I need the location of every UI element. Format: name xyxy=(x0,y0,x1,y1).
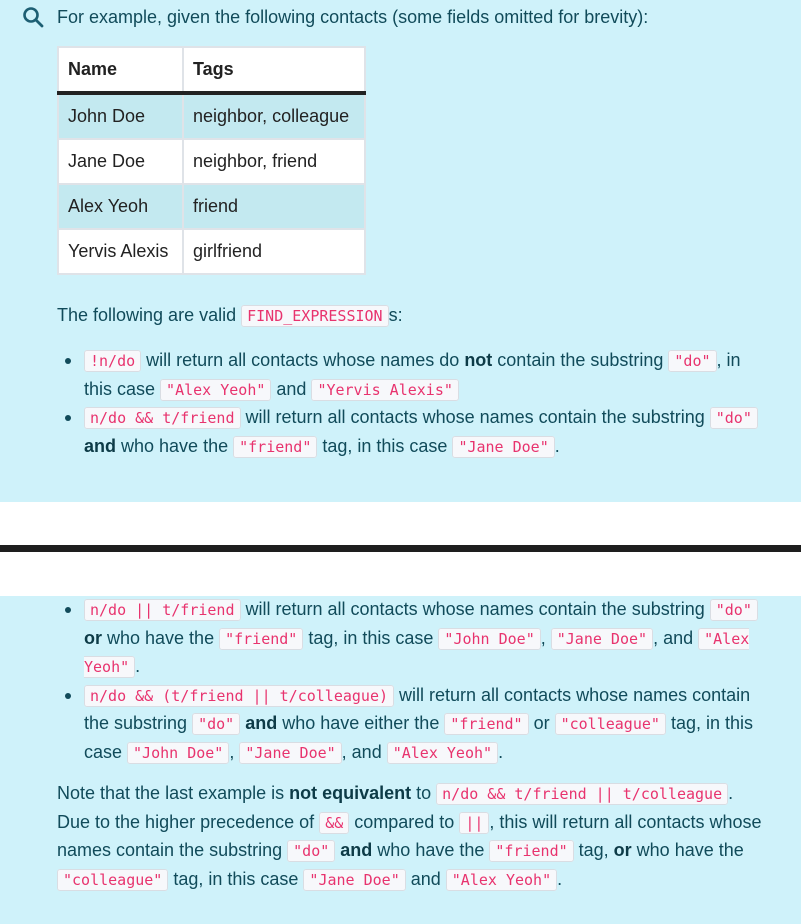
header-tags: Tags xyxy=(183,47,365,93)
text-segment: The following are valid xyxy=(57,305,242,325)
text-segment: . xyxy=(498,741,504,762)
cell-tags: girlfriend xyxy=(183,229,365,274)
code-snippet: "Alex Yeoh" xyxy=(160,379,271,401)
code-snippet: "do" xyxy=(710,599,758,621)
text-segment: , xyxy=(229,741,240,762)
list-item xyxy=(84,404,764,461)
example-panel-bottom xyxy=(0,596,801,924)
text-segment: and xyxy=(271,378,312,399)
text-segment: tag, in this case xyxy=(317,435,453,456)
text-segment: , and xyxy=(653,627,699,648)
code-snippet: "John Doe" xyxy=(127,742,229,764)
code-snippet: "do" xyxy=(710,407,758,429)
search-icon xyxy=(22,6,44,28)
code-snippet: n/do || t/friend xyxy=(84,599,241,621)
code-snippet: "friend" xyxy=(219,628,303,650)
text-segment: will return all contacts whose names contain the substring xyxy=(240,407,710,427)
text-segment: . xyxy=(557,868,563,889)
table-row xyxy=(58,229,365,274)
text-segment: tag, in this case xyxy=(303,627,439,648)
cell-name: John Doe xyxy=(58,93,183,139)
code-snippet: "Jane Doe" xyxy=(303,869,405,891)
note-text xyxy=(57,780,769,894)
bold-text: or xyxy=(84,627,102,648)
text-segment: and xyxy=(405,868,446,889)
bold-text: or xyxy=(613,840,632,860)
text-segment: , in this case xyxy=(84,350,741,399)
text-segment: Note that the last example is xyxy=(57,783,290,803)
cell-tags: neighbor, colleague xyxy=(183,93,365,139)
cell-tags: neighbor, friend xyxy=(183,139,365,184)
code-snippet: "John Doe" xyxy=(438,628,540,650)
example-list-2 xyxy=(57,596,764,767)
text-segment: will return all contacts whose names contain the substring xyxy=(84,684,751,733)
code-snippet: "friend" xyxy=(489,840,573,862)
divider xyxy=(0,545,801,552)
code-snippet: || xyxy=(459,812,489,834)
valid-expressions-text xyxy=(57,302,777,331)
bold-text: and xyxy=(84,435,117,456)
text-segment: . xyxy=(135,656,141,676)
bold-text: not xyxy=(464,350,493,370)
table-row xyxy=(58,184,365,229)
text-segment: , xyxy=(540,627,551,648)
text-segment: who have the xyxy=(631,840,744,860)
cell-name: Alex Yeoh xyxy=(58,184,183,229)
contacts-table xyxy=(57,46,366,275)
text-segment: compared to xyxy=(349,811,460,832)
bold-text: not equivalent xyxy=(289,783,412,803)
text-segment: to xyxy=(411,783,437,803)
text-segment: or xyxy=(528,713,555,733)
text-segment: , this will return all contacts whose names contain the substring xyxy=(57,811,762,860)
text-segment: contain the substring xyxy=(492,350,669,370)
code-snippet: && xyxy=(319,812,349,834)
code-snippet: "Alex Yeoh" xyxy=(84,629,750,676)
code-snippet: "do" xyxy=(668,350,716,372)
text-segment: who have the xyxy=(102,627,220,648)
code-snippet: "Jane Doe" xyxy=(239,742,341,764)
text-segment: who have the xyxy=(116,435,234,456)
text-segment: who have either the xyxy=(277,713,445,733)
code-snippet: "colleague" xyxy=(555,713,666,735)
code-snippet: n/do && (t/friend || t/colleague) xyxy=(84,685,394,707)
code-snippet: FIND_EXPRESSION xyxy=(241,305,388,327)
code-snippet: n/do && t/friend || t/colleague xyxy=(436,783,728,805)
intro-text: For example, given the following contacts (some fields omitted for brevity): xyxy=(57,7,649,27)
cell-tags: friend xyxy=(183,184,365,229)
code-snippet: "do" xyxy=(192,713,240,735)
text-segment: . Due to the higher precedence of xyxy=(57,783,734,832)
code-snippet: "do" xyxy=(287,840,335,862)
code-snippet: !n/do xyxy=(84,350,141,372)
code-snippet: "Jane Doe" xyxy=(452,436,554,458)
code-snippet: "colleague" xyxy=(57,869,168,891)
bold-text: and xyxy=(340,840,373,860)
table-row xyxy=(58,93,365,139)
code-snippet: "Yervis Alexis" xyxy=(311,379,458,401)
cell-name: Jane Doe xyxy=(58,139,183,184)
example-list-1 xyxy=(57,347,764,461)
bold-text: and xyxy=(245,713,278,733)
code-snippet: n/do && t/friend xyxy=(84,407,241,429)
code-snippet: "Alex Yeoh" xyxy=(446,869,557,891)
list-item xyxy=(84,347,764,404)
list-item xyxy=(84,682,764,768)
code-snippet: "Jane Doe" xyxy=(551,628,653,650)
header-name: Name xyxy=(58,47,183,93)
text-segment: will return all contacts whose names contain the substring xyxy=(240,599,710,619)
text-segment: tag, xyxy=(573,840,614,860)
text-segment: s: xyxy=(388,305,403,325)
code-snippet: "friend" xyxy=(233,436,317,458)
text-segment: , and xyxy=(341,741,387,762)
text-segment: tag, in this case xyxy=(84,713,753,762)
code-snippet: "Alex Yeoh" xyxy=(387,742,498,764)
code-snippet: "friend" xyxy=(444,713,528,735)
list-item xyxy=(84,596,764,682)
text-segment: . xyxy=(554,435,560,456)
text-segment: who have the xyxy=(372,840,490,860)
text-segment: tag, in this case xyxy=(168,868,304,889)
cell-name: Yervis Alexis xyxy=(58,229,183,274)
table-row xyxy=(58,139,365,184)
text-segment: will return all contacts whose names do xyxy=(141,350,465,370)
